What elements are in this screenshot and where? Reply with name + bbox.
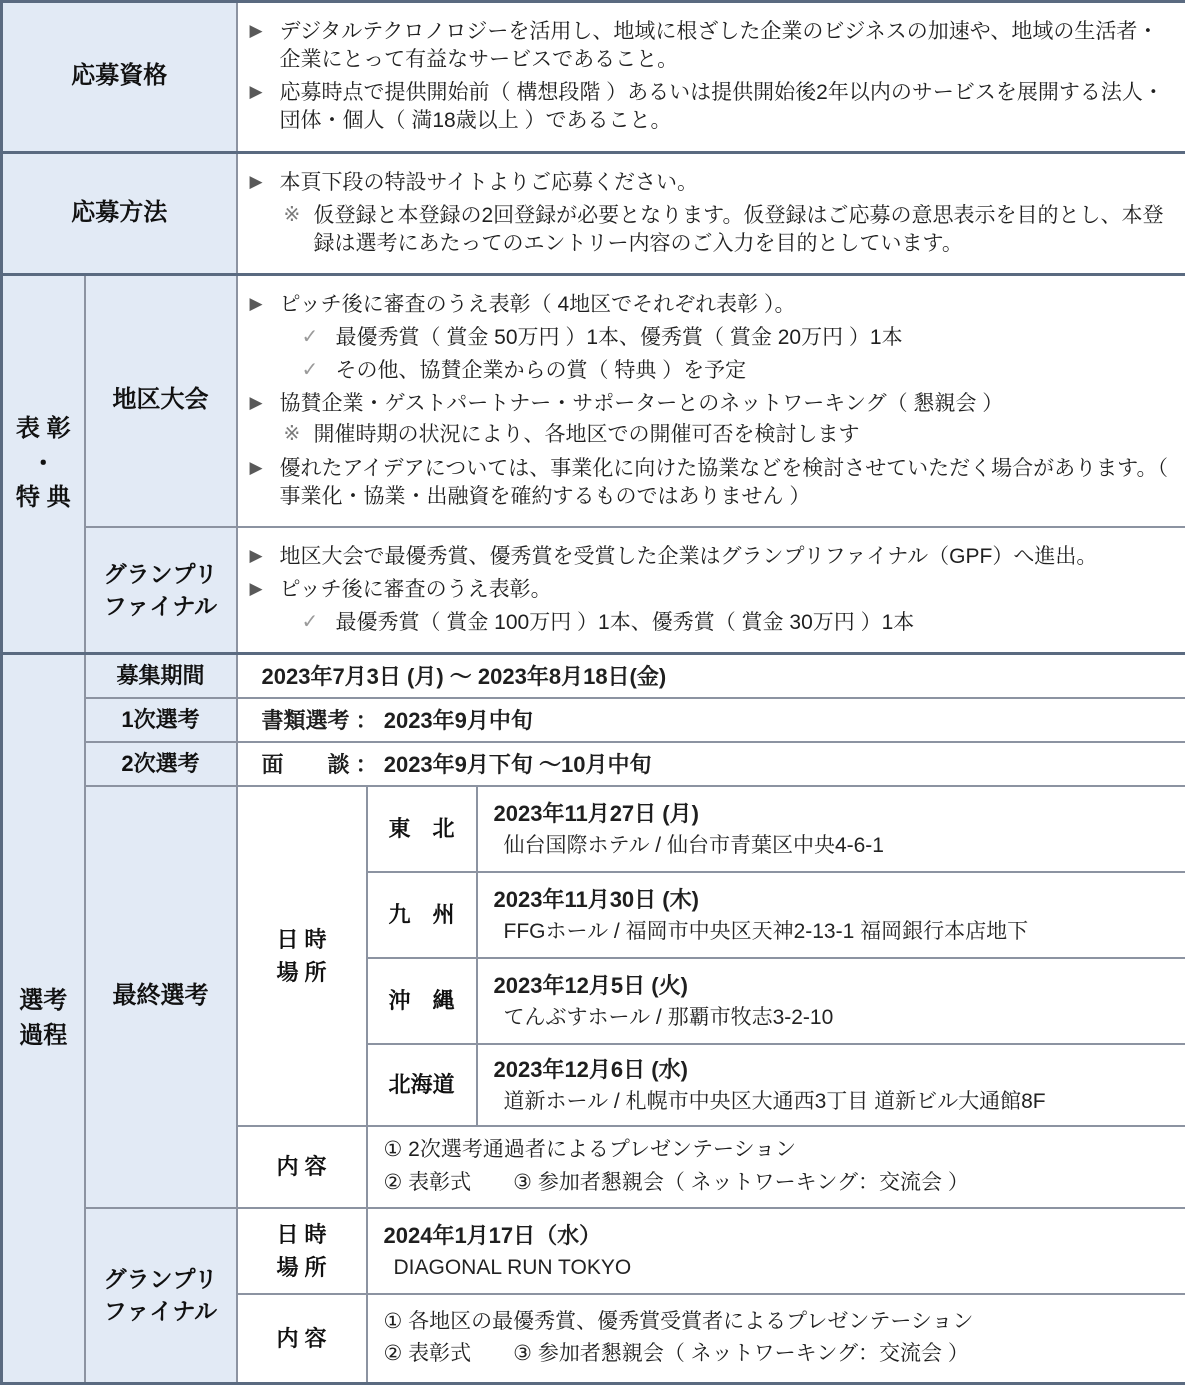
gpf-content-label: 内 容 xyxy=(238,1322,366,1355)
awards-label: 表 彰 ・ 特 典 xyxy=(3,412,84,516)
district-header-cell xyxy=(85,274,237,526)
triangle-bullet-icon: ▶ xyxy=(250,79,280,104)
selection-header-cell xyxy=(2,654,85,1384)
list-item xyxy=(250,169,1172,197)
list-item xyxy=(250,390,1172,418)
list-item-text: 仮登録と本登録の2回登録が必要となります。仮登録はご応募の意思表示を目的とし、本登録は選考にあたってのエントリー内容のご入力を目的としています。 xyxy=(314,202,1172,258)
gpf-content-line: ② 表彰式 ③ 参加者懇親会（ ネットワーキング：交流会 ） xyxy=(384,1338,1174,1371)
gpf-venue-header-cell xyxy=(237,1208,367,1294)
awards-gpf-label: グランプリ ファイナル xyxy=(86,558,236,622)
second-round-value-cell xyxy=(237,742,1185,786)
method-label: 応募方法 xyxy=(3,196,236,231)
kyushu-venue: FFGホール / 福岡市中央区天神2-13-1 福岡銀行本店地下 xyxy=(494,918,1174,945)
first-round-label: 1次選考 xyxy=(86,703,236,736)
hokkaido-date: 2023年12月6日 (水) xyxy=(494,1056,1174,1085)
list-item-note xyxy=(284,202,1172,258)
qualification-content-cell xyxy=(237,2,1185,153)
final-content-line: ② 表彰式 ③ 参加者懇親会（ ネットワーキング：交流会 ） xyxy=(384,1167,1174,1200)
list-item-check xyxy=(302,609,1172,637)
list-item-text: ピッチ後に審査のうえ表彰（ 4地区でそれぞれ表彰 ）。 xyxy=(280,291,1172,319)
gpf-content-line: ① 各地区の最優秀賞、優秀賞受賞者によるプレゼンテーション xyxy=(384,1306,1174,1339)
hokkaido-date-venue-cell xyxy=(477,1044,1185,1126)
gpf-header-cell xyxy=(85,1208,237,1384)
hokkaido-venue: 道新ホール / 札幌市中央区大通西3丁目 道新ビル大通館8F xyxy=(494,1088,1174,1115)
list-item-text: デジタルテクロノロジーを活用し、地域に根ざした企業のビジネスの加速や、地域の生活者・企業にとって有益なサービスであること。 xyxy=(280,18,1172,74)
list-item-text: ピッチ後に審査のうえ表彰。 xyxy=(280,576,1172,604)
awards-header-cell xyxy=(2,274,85,653)
final-venue-label: 日 時 場 所 xyxy=(238,923,366,989)
list-item-text: 応募時点で提供開始前（ 構想段階 ）あるいは提供開始後2年以内のサービスを展開する法人・団体・個人（ 満18歳以上 ）であること。 xyxy=(280,79,1172,135)
reference-mark-icon: ※ xyxy=(284,421,314,448)
triangle-bullet-icon: ▶ xyxy=(250,543,280,568)
period-header-cell xyxy=(85,654,237,698)
list-item xyxy=(250,18,1172,74)
method-content-cell xyxy=(237,152,1185,274)
district-label: 地区大会 xyxy=(86,383,236,418)
first-round-value-cell xyxy=(237,698,1185,742)
list-item-text: 開催時期の状況により、各地区での開催可否を検討します xyxy=(314,421,1172,449)
tohoku-date-venue-cell xyxy=(477,786,1185,872)
list-item-check xyxy=(302,324,1172,352)
awards-gpf-content-cell xyxy=(237,527,1185,654)
second-round-label: 2次選考 xyxy=(86,747,236,780)
check-icon: ✓ xyxy=(302,357,336,384)
second-round-value: 面 談 ： 2023年9月下旬 ～10月中旬 xyxy=(238,744,1185,783)
final-content-cell xyxy=(367,1126,1185,1208)
list-item-text: 優れたアイデアについては、事業化に向けた協業などを検討させていただく場合があります。（ 事業化・協業・出融資を確約するものではありません ） xyxy=(280,455,1172,511)
qualification-header-cell xyxy=(2,2,237,153)
list-item xyxy=(250,79,1172,135)
list-item xyxy=(250,576,1172,604)
method-header-cell xyxy=(2,152,237,274)
triangle-bullet-icon: ▶ xyxy=(250,576,280,601)
okinawa-venue: てんぶすホール / 那覇市牧志3-2-10 xyxy=(494,1004,1174,1031)
final-round-label: 最終選考 xyxy=(86,979,236,1014)
tohoku-date: 2023年11月27日 (月) xyxy=(494,800,1174,829)
gpf-venue: DIAGONAL RUN TOKYO xyxy=(384,1254,1174,1281)
period-value: 2023年7月3日 (月) ～ 2023年8月18日(金) xyxy=(238,656,1185,695)
list-item-text: 最優秀賞（ 賞金 50万円 ）1本、優秀賞（ 賞金 20万円 ）1本 xyxy=(336,324,1172,352)
tohoku-venue: 仙台国際ホテル / 仙台市青葉区中央4-6-1 xyxy=(494,832,1174,859)
gpf-content-header-cell xyxy=(237,1294,367,1384)
gpf-date: 2024年1月17日（水） xyxy=(384,1222,1174,1251)
triangle-bullet-icon: ▶ xyxy=(250,390,280,415)
check-icon: ✓ xyxy=(302,609,336,636)
gpf-date-venue-cell xyxy=(367,1208,1185,1294)
check-icon: ✓ xyxy=(302,324,336,351)
kyushu-date: 2023年11月30日 (木) xyxy=(494,886,1174,915)
period-label: 募集期間 xyxy=(86,659,236,692)
final-content-label: 内 容 xyxy=(238,1150,366,1183)
region-hokkaido-label: 北海道 xyxy=(368,1068,476,1101)
gpf-label: グランプリ ファイナル xyxy=(86,1263,236,1327)
selection-label: 選考 過程 xyxy=(3,984,84,1054)
final-content-header-cell xyxy=(237,1126,367,1208)
district-content-cell xyxy=(237,274,1185,526)
list-item-text: 本頁下段の特設サイトよりご応募ください。 xyxy=(280,169,1172,197)
gpf-venue-label: 日 時 場 所 xyxy=(238,1218,366,1284)
region-kyushu-label: 九 州 xyxy=(368,898,476,931)
list-item-check xyxy=(302,357,1172,385)
region-tohoku-cell xyxy=(367,786,477,872)
list-item-text: 地区大会で最優秀賞、優秀賞を受賞した企業はグランプリファイナル（GPF）へ進出。 xyxy=(280,543,1172,571)
list-item-note xyxy=(284,421,1172,449)
region-tohoku-label: 東 北 xyxy=(368,812,476,845)
list-item xyxy=(250,291,1172,319)
region-okinawa-cell xyxy=(367,958,477,1044)
first-round-header-cell xyxy=(85,698,237,742)
okinawa-date: 2023年12月5日 (火) xyxy=(494,972,1174,1001)
final-round-header-cell xyxy=(85,786,237,1208)
list-item xyxy=(250,455,1172,511)
final-venue-header-cell xyxy=(237,786,367,1126)
final-content-line: ① 2次選考通過者によるプレゼンテーション xyxy=(384,1134,1174,1167)
period-value-cell xyxy=(237,654,1185,698)
gpf-content-cell xyxy=(367,1294,1185,1384)
list-item-text: 最優秀賞（ 賞金 100万円 ）1本、優秀賞（ 賞金 30万円 ）1本 xyxy=(336,609,1172,637)
list-item-text: 協賛企業・ゲストパートナー・サポーターとのネットワーキング（ 懇親会 ） xyxy=(280,390,1172,418)
region-okinawa-label: 沖 縄 xyxy=(368,984,476,1017)
awards-gpf-header-cell xyxy=(85,527,237,654)
region-hokkaido-cell xyxy=(367,1044,477,1126)
triangle-bullet-icon: ▶ xyxy=(250,18,280,43)
region-kyushu-cell xyxy=(367,872,477,958)
list-item xyxy=(250,543,1172,571)
okinawa-date-venue-cell xyxy=(477,958,1185,1044)
qualification-label: 応募資格 xyxy=(3,59,236,94)
triangle-bullet-icon: ▶ xyxy=(250,455,280,480)
kyushu-date-venue-cell xyxy=(477,872,1185,958)
triangle-bullet-icon: ▶ xyxy=(250,291,280,316)
list-item-text: その他、協賛企業からの賞（ 特典 ）を予定 xyxy=(336,357,1172,385)
first-round-value: 書類選考 ： 2023年9月中旬 xyxy=(238,700,1185,739)
second-round-header-cell xyxy=(85,742,237,786)
reference-mark-icon: ※ xyxy=(284,202,314,229)
triangle-bullet-icon: ▶ xyxy=(250,169,280,194)
